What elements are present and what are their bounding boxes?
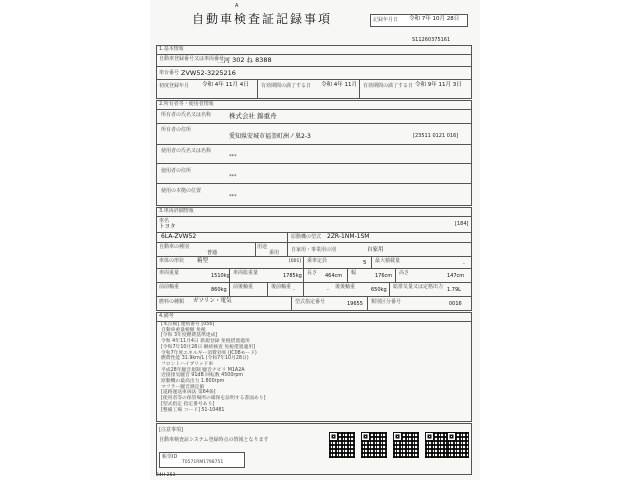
basic-info-heading: 1.基本情報 [159, 46, 184, 52]
doc-id-value: T0571RM1798751 [182, 460, 224, 465]
engine-value: 2ZR-1NM-1SM [327, 233, 370, 240]
gross-weight-label: 車両総重量 [233, 270, 259, 276]
remarks-line: [型式指定 指定番号あり] [161, 401, 215, 407]
load-label: 最大積載量 [375, 258, 401, 264]
rear-front-axle-label: 後前軸重 [271, 284, 292, 290]
gross-weight-value: 1785kg [283, 273, 302, 279]
remarks-section [156, 312, 472, 422]
class-value: 0016 [449, 301, 462, 307]
vehicle-detail-section [156, 207, 472, 311]
front-rear-axle-label: 前後軸重 [233, 284, 254, 290]
front-axle-label: 前前軸重 [159, 284, 180, 290]
rear-axle-value: 650kg [371, 287, 387, 293]
shape-label: 車体の形状 [159, 258, 185, 264]
displacement-value: 1.79L [447, 287, 461, 293]
remarks-line: 近接排気騒音 91dB 回転数 4500rpm [161, 373, 244, 379]
fuel-label: 燃料の種類 [159, 299, 185, 305]
model-label [187, 234, 197, 239]
bottom-code: 24H-253 [156, 473, 176, 478]
doc-id-label: 帳票ID [162, 454, 178, 460]
weight-value: 1510kg [211, 273, 230, 279]
use-label: 用途 [257, 244, 268, 250]
class-label: 類別区分番号 [371, 299, 402, 305]
qr-code-5 [447, 432, 469, 458]
record-date-box [370, 14, 468, 27]
expiry-value: 令和 9年 11月 3日 [415, 82, 462, 88]
owner-name-label: 所有者の氏名又は名称 [161, 112, 212, 118]
owner-name-value: 株式会社 錦重舟 [229, 112, 277, 120]
remarks-line: [令和7年10月28日 継続検査 免税措置適用] [161, 344, 256, 350]
use-value: 乗用 [269, 250, 280, 256]
doc-id-box [159, 452, 245, 468]
remarks-line: マフラー騒音測定値 [161, 384, 205, 390]
user-address-label: 使用者の住所 [161, 168, 192, 174]
issue-label: 有効期間の満了する日 [261, 83, 312, 89]
vin-value: ZVW52-3225216 [181, 69, 236, 77]
footer-section [156, 423, 472, 475]
remarks-line: [本点検] 連絡番号 [056] [161, 322, 215, 327]
owner-code: [23511 0121 016] [413, 133, 459, 139]
cert-label: 型式指定番号 [295, 299, 326, 305]
vehicle-detail-heading: 3.車両詳細情報 [159, 208, 194, 214]
user-address-value: *** [229, 174, 237, 180]
qr-code-3 [393, 432, 419, 458]
weight-label: 車両重量 [159, 270, 180, 276]
first-reg-value: 令和 4年 11月 4日 [202, 82, 249, 88]
document-page [150, 0, 480, 480]
owner-address-value: 愛知県安城市福釜町洲ノ巣2-3 [229, 133, 311, 140]
capacity-label: 乗車定員 [307, 258, 328, 264]
record-date: 令和 7年 10月 28日 [409, 16, 460, 22]
owner-section [156, 100, 472, 206]
rear-front-axle-value: - [327, 287, 329, 293]
maker-value: トヨタ [159, 224, 176, 230]
rear-axle-label: 後後軸重 [335, 284, 356, 290]
maker-label: 車名 [159, 218, 170, 224]
height-label: 高さ [399, 270, 410, 276]
basic-info-section [156, 45, 472, 99]
width-value: 176cm [375, 273, 393, 279]
base-location-label: 使用の本拠の位置 [161, 188, 202, 194]
remarks-line: 平成28年騒音規制 騒音ナビリ M1A2A [161, 367, 245, 373]
base-location-value: *** [229, 194, 237, 200]
remarks-line: フロントハイブリッド車 [161, 361, 214, 367]
width-label: 幅 [351, 270, 357, 276]
maker-code: [184] [455, 221, 469, 227]
record-date-label: 記録年月日 [373, 17, 399, 23]
owner-heading: 2.所有者等・使用者情報 [159, 101, 214, 107]
first-reg-label: 初度登録年月 [159, 83, 190, 89]
reg-number-value: 三河 302 ね 8388 [217, 56, 272, 64]
remarks-heading: 4.備考 [159, 313, 174, 319]
remarks-line: 燃費性能 31.9km/L (令和7年10月28日) [161, 356, 249, 362]
load-value: - [463, 261, 465, 267]
remarks-line: 原動機の最高出力 1.800rpm [161, 379, 225, 384]
front-rear-axle-value: - [293, 287, 295, 293]
capacity-value: 5 [363, 260, 367, 266]
user-name-value: *** [229, 154, 237, 160]
fuel-value: ガソリン・電気 [193, 298, 232, 304]
model-value: 6LA-ZVW52 [161, 233, 197, 240]
header-marker: A [235, 3, 239, 9]
length-value: 464cm [325, 273, 343, 279]
remarks-line: [道路運送車両法 第64条] [161, 390, 216, 396]
reg-number-label: 自動車登録番号又は車両番号 [159, 56, 225, 62]
expiry-label: 有効期間の満了する日 [363, 83, 414, 89]
remarks-line: 令和7年度エネルギー消費効率 (JC08モード) [161, 350, 257, 356]
kind-value: 普通 [207, 250, 218, 256]
shape-value: 箱型 [197, 258, 209, 264]
document-number: S11260375161 [412, 37, 451, 43]
kind-label: 自動車の種別 [159, 244, 190, 250]
remarks-line: 自動車重量税額 免税 [161, 327, 206, 333]
engine-label: 原動機の型式 [291, 234, 322, 240]
owner-address-label: 所有者の住所 [161, 127, 192, 133]
height-value: 147cm [447, 273, 465, 279]
vin-label: 車台番号 [159, 70, 180, 76]
qr-code-1 [329, 432, 355, 458]
cert-value: 19655 [347, 301, 363, 307]
user-name-label: 使用者の氏名又は名称 [161, 148, 212, 154]
front-axle-value: 860kg [211, 287, 227, 293]
document-title: 自動車検査証記録事項 [192, 12, 333, 26]
remarks-line: 令和 4年11月4日 新規登録 免税措置適用 [161, 339, 250, 345]
remarks-line: [令和 3年度燃費基準達成] [161, 333, 218, 339]
issue-value: 令和 4年 11月 [321, 82, 357, 88]
length-label: 長さ [307, 270, 318, 276]
remarks-line: [整備工場 コード] 51-10481 [161, 407, 225, 413]
remarks-line: [使用者等の保管場所の確保を証明する書面あり] [161, 396, 266, 402]
private-value: 自家用 [367, 247, 384, 253]
displacement-label: 総排気量又は定格出力 [393, 284, 444, 290]
qr-code-2 [361, 432, 387, 458]
private-label: 自家用・事業用の別 [291, 247, 337, 253]
note-text: 自動車検査証システム登録時点の情報となります [159, 437, 269, 443]
shape-code: [001] [289, 259, 302, 264]
note-title: [注意事項] [159, 427, 183, 433]
